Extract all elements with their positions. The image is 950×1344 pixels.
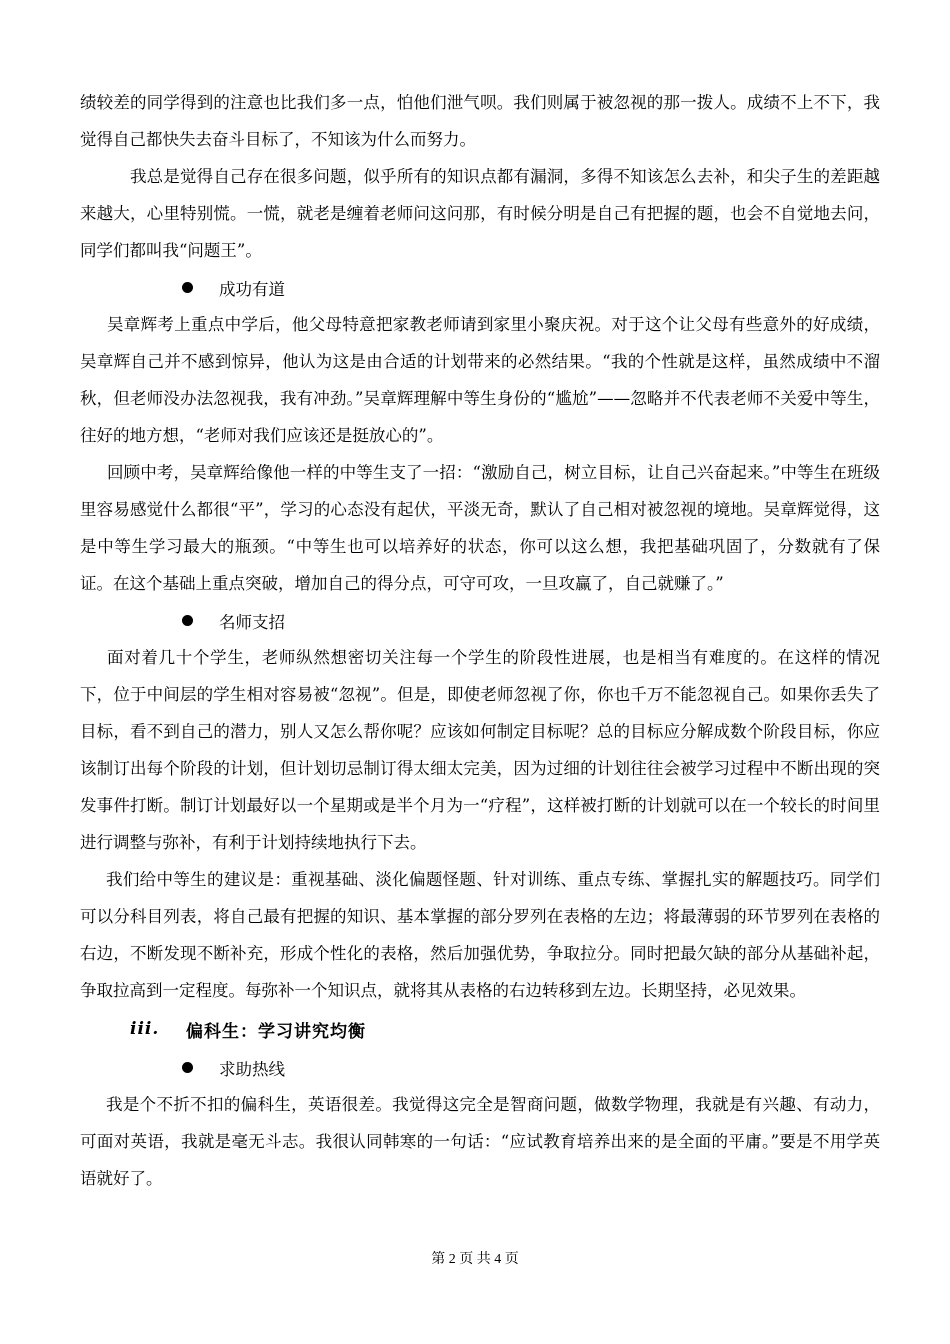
document-body: [80, 84, 880, 1197]
paragraph-4: 回顾中考，吴章辉给像他一样的中等生支了一招：“激励自己，树立目标，让自己兴奋起来。”中等生在班级里容易感觉什么都很“平”，学习的心态没有起伏，平淡无奇，默认了自己相对被忽视的境地。吴章辉觉得，这是中等生学习最大的瓶颈。“中等生也可以培养好的状态，你可以这么想，我把基础巩固了，分数就有了保证。在这个基础上重点突破，增加自己的得分点，可守可攻，一旦攻赢了，自己就赚了。”: [80, 463, 880, 593]
section-title: 偏科生：学习讲究均衡: [186, 1021, 366, 1042]
bullet-label: 求助热线: [219, 1059, 285, 1079]
bullet-teacher-tips: [182, 602, 880, 639]
paragraph-3: 吴章辉考上重点中学后，他父母特意把家教老师请到家里小聚庆祝。对于这个让父母有些意外的好成绩，吴章辉自己并不感到惊异，他认为这是由合适的计划带来的必然结果。“我的个性就是这样，虽然成绩中不溜秋，但老师没办法忽视我，我有冲劲。”吴章辉理解中等生身份的“尴尬”——忽略并不代表老师不关爱中等生，往好的地方想，“老师对我们应该还是挺放心的”。: [80, 315, 880, 445]
bullet-success-way: [182, 269, 880, 306]
paragraph-7: 我是个不折不扣的偏科生，英语很差。我觉得这完全是智商问题，做数学物理，我就是有兴趣、有动力，可面对英语，我就是毫无斗志。我很认同韩寒的一句话：“应试教育培养出来的是全面的平庸。”要是不用学英语就好了。: [80, 1095, 880, 1188]
paragraph-2: 我总是觉得自己存在很多问题，似乎所有的知识点都有漏洞，多得不知该怎么去补，和尖子生的差距越来越大，心里特别慌。一慌，就老是缠着老师问这问那，有时候分明是自己有把握的题，也会不自觉地去问，同学们都叫我“问题王”。: [80, 167, 880, 260]
section-heading: [130, 1009, 880, 1049]
paragraph-1: 绩较差的同学得到的注意也比我们多一点，怕他们泄气呗。我们则属于被忽视的那一拨人。成绩不上不下，我觉得自己都快失去奋斗目标了，不知该为什么而努力。: [80, 93, 880, 149]
bullet-dot-icon: [182, 1062, 193, 1073]
section-number: iii.: [130, 1019, 160, 1039]
bullet-label: 名师支招: [219, 612, 285, 632]
bullet-dot-icon: [182, 282, 193, 293]
page-footer: 第 2 页 共 4 页: [431, 1252, 519, 1267]
paragraph-5: 面对着几十个学生，老师纵然想密切关注每一个学生的阶段性进展，也是相当有难度的。在这样的情况下，位于中间层的学生相对容易被“忽视”。但是，即使老师忽视了你，你也千万不能忽视自己。如果你丢失了目标，看不到自己的潜力，别人又怎么帮你呢？应该如何制定目标呢？总的目标应分解成数个阶段目标，你应该制订出每个阶段的计划，但计划切忌制订得太细太完美，因为过细的计划往往会被学习过程中不断出现的突发事件打断。制订计划最好以一个星期或是半个月为一“疗程”，这样被打断的计划就可以在一个较长的时间里进行调整与弥补，有利于计划持续地执行下去。: [80, 648, 880, 852]
bullet-label: 成功有道: [219, 279, 285, 299]
paragraph-6: 我们给中等生的建议是：重视基础、淡化偏题怪题、针对训练、重点专练、掌握扎实的解题技巧。同学们可以分科目列表，将自己最有把握的知识、基本掌握的部分罗列在表格的左边；将最薄弱的环节罗列在表格的右边，不断发现不断补充，形成个性化的表格，然后加强优势，争取拉分。同时把最欠缺的部分从基础补起，争取拉高到一定程度。每弥补一个知识点，就将其从表格的右边转移到左边。长期坚持，必见效果。: [80, 870, 880, 1000]
bullet-dot-icon: [182, 615, 193, 626]
bullet-help-line: [182, 1049, 880, 1086]
